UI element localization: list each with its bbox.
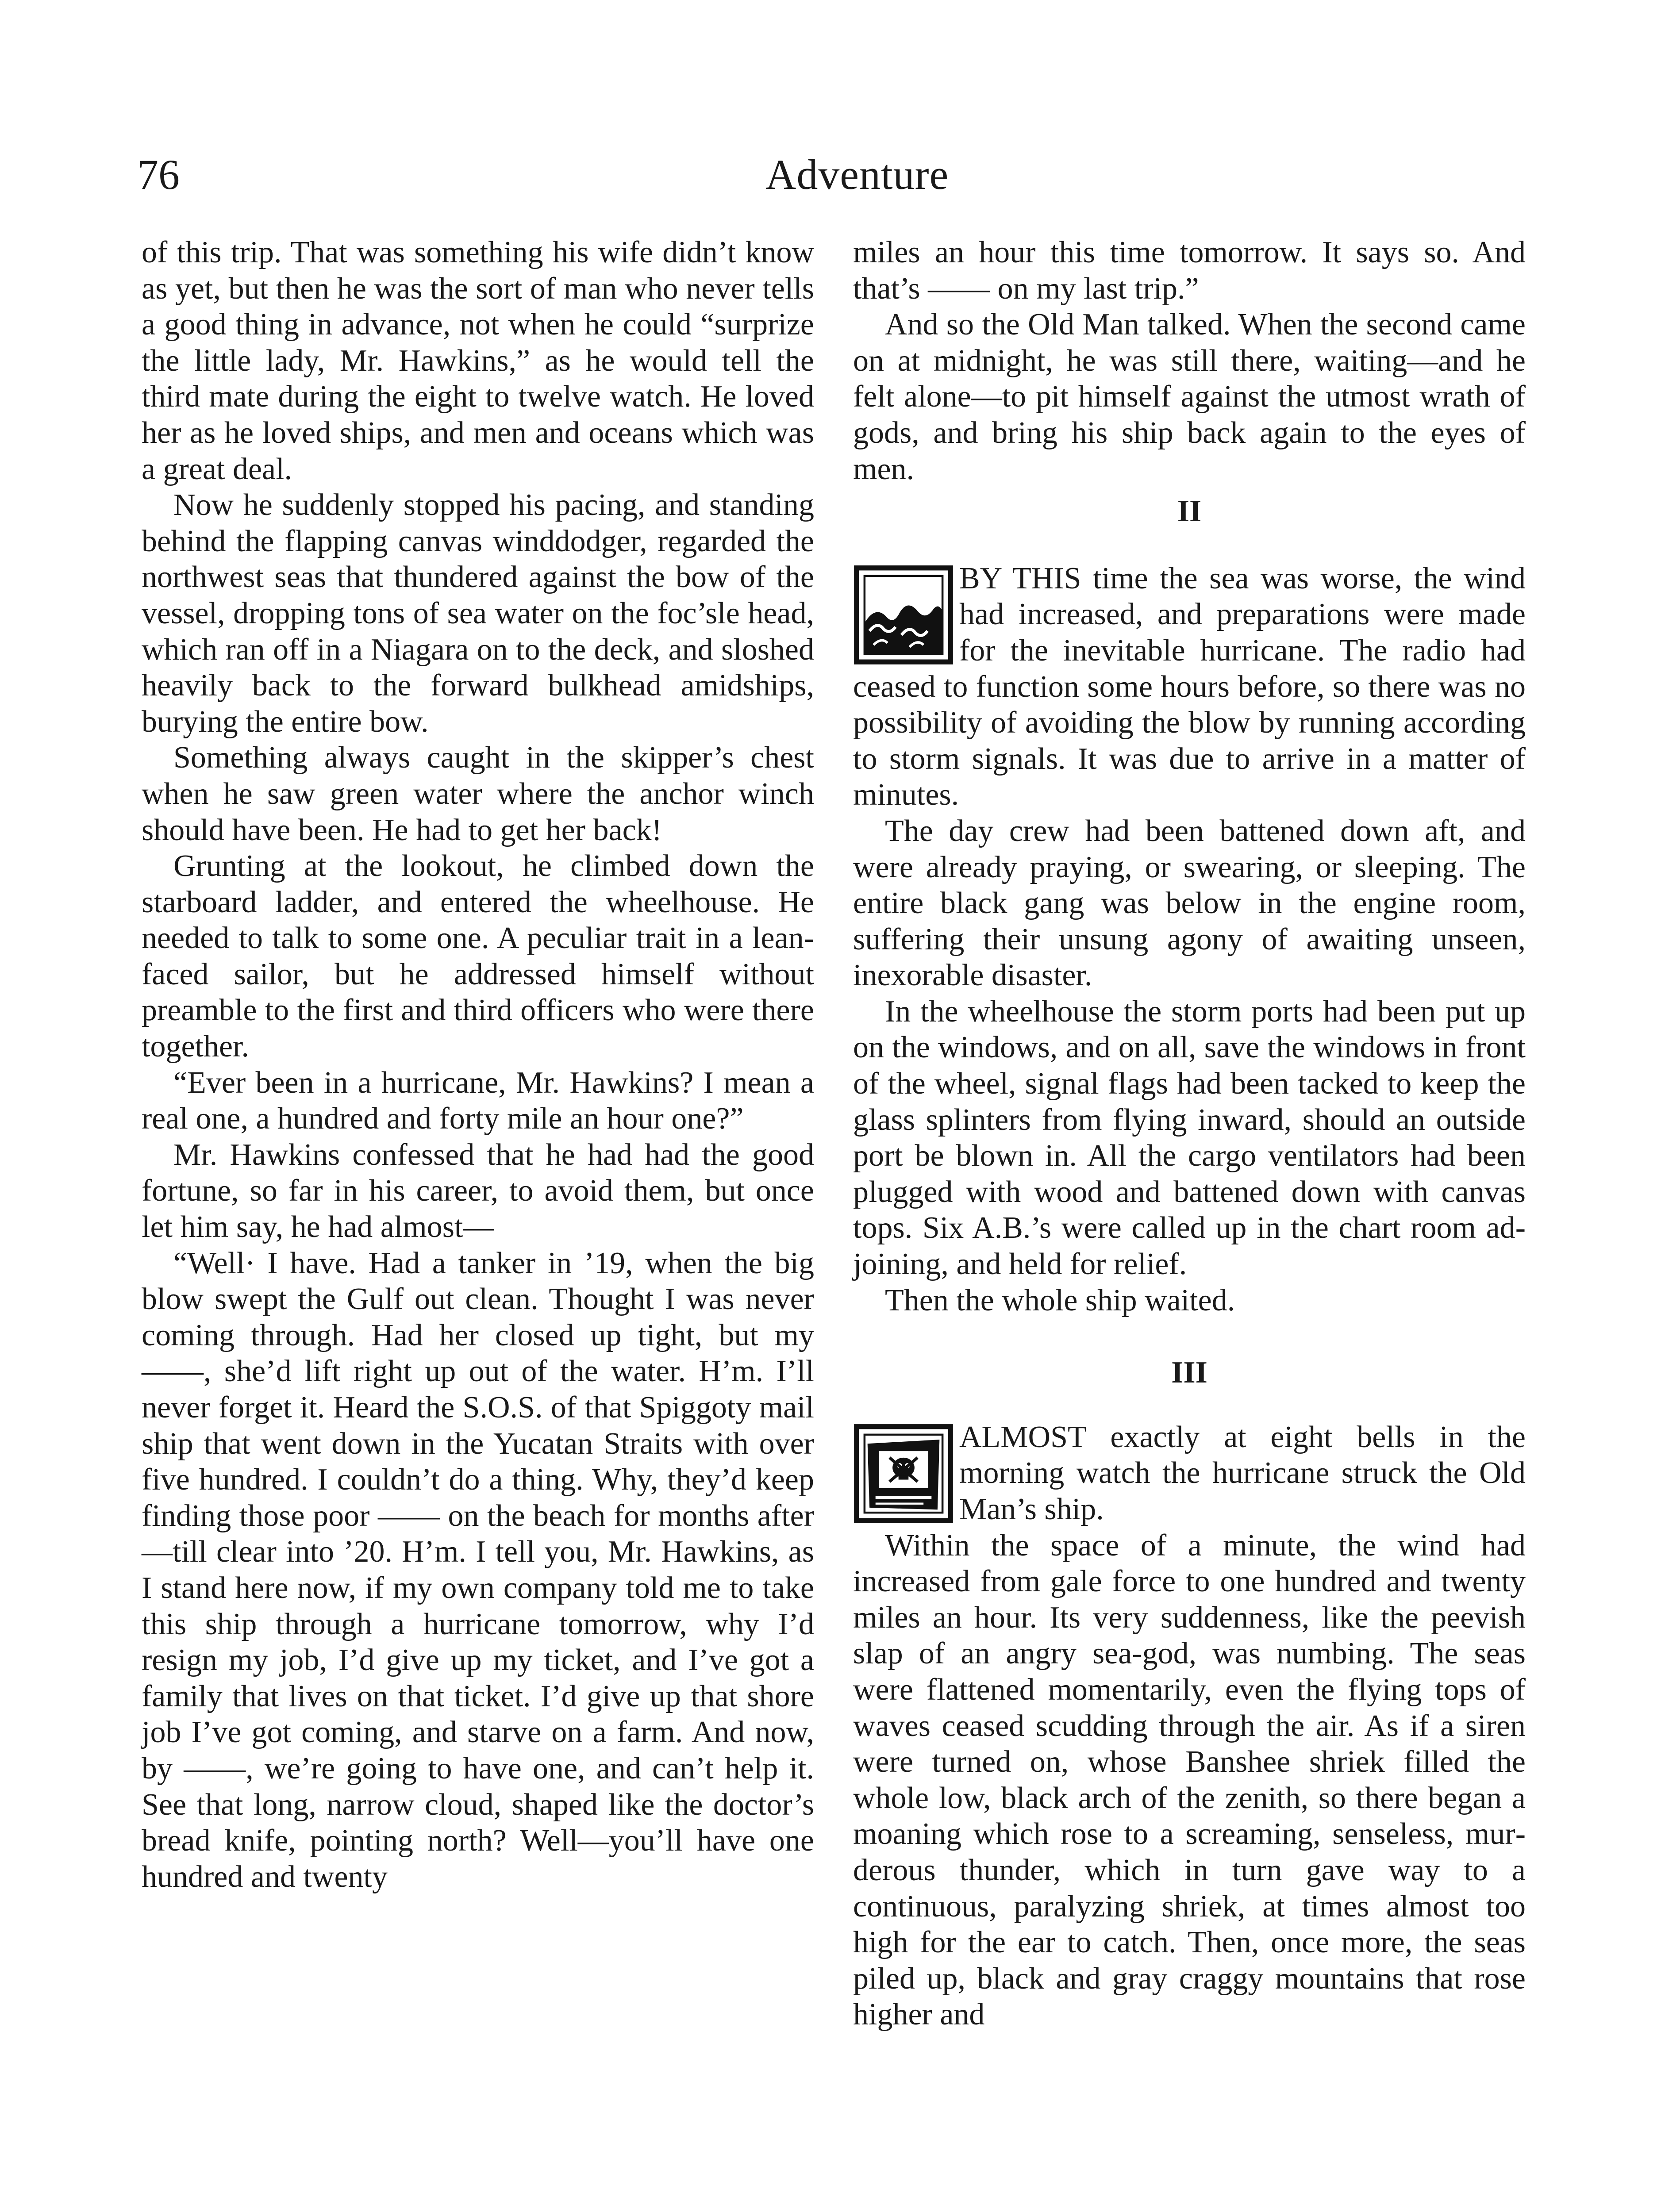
lead-words: ALMOST [959, 1420, 1086, 1454]
paragraph: of this trip. That was something his wife didn’t know as yet, but then he was the sort of man who never tells a good thing in advance, not when he could “surprize the little lady, Mr. Hawkins,” as he would tell the third mate during the eight to twelve watch. He loved her as he loved ships, and men and oceans which was a great deal. [142, 235, 814, 486]
paragraph: miles an hour this time tomorrow. It says so. And that’s —— on my last trip.” [853, 235, 1526, 306]
page-number: 76 [137, 151, 180, 198]
waves-icon [853, 565, 954, 665]
paragraph: Now he suddenly stopped his pacing, and standing behind the flapping canvas winddodger, regarded the northwest seas that thundered against the bow of the vessel, dropping tons of sea water on the foc’sle head, which ran off in a Niagara on to the deck, and sloshed heavily back to the forward bulkhead amidships, burying the entire bow. [142, 488, 814, 739]
paragraph: Something always caught in the skipper’s chest when he saw green water where the anchor winch should have been. He had to get her back! [142, 741, 814, 847]
paragraph: time the sea was worse, the wind had increased, and preparations were made for the inevitable hurricane. The radio had ceased to function some hours before, so there was no possibility of avoiding the blow by running according to storm signals. It was due to arrive in a matter of minutes. [853, 561, 1526, 812]
left-column [142, 234, 814, 1895]
running-title: Adventure [765, 151, 949, 198]
section-opening [853, 1419, 1526, 1528]
paragraph: Within the space of a minute, the wind had increased from gale force to one hundred and twenty miles an hour. Its very suddenness, like the peevish slap of an angry sea-god, was numbing. The seas were flattened momentarily, even the flying tops of waves ceased scudding through the air. As if a siren were turned on, whose Banshee shriek filled the whole low, black arch of the zenith, so there began a moaning which rose to a screaming, senseless, murderous thunder, which in turn gave way to a continuous, paralyzing shriek, at times almost too high for the ear to catch. Then, once more, the seas piled up, black and gray craggy mountains that rose higher and [853, 1528, 1526, 2032]
lead-words: BY THIS [959, 561, 1081, 595]
right-column [853, 234, 1526, 2033]
paragraph: Mr. Hawkins confessed that he had had the good fortune, so far in his career, to avoid them, but once let him say, he had almost— [142, 1137, 814, 1244]
section-heading: III [1171, 1356, 1207, 1390]
section-heading: II [1177, 494, 1202, 529]
paragraph: And so the Old Man talked. When the second came on at midnight, he was still there, waiting—and he felt alone—to pit himself against the utmost wrath of gods, and bring his ship back again to the eyes of men. [853, 307, 1526, 486]
section-opening [853, 561, 1526, 813]
skull-flag-icon [853, 1424, 954, 1524]
paragraph: Then the whole ship waited. [885, 1283, 1235, 1317]
paragraph: Grunting at the lookout, he climbed down the starboard ladder, and entered the wheelhouse. He needed to talk to some one. A peculiar trait in a lean-faced sailor, but he addressed himself without preamble to the first and third officers who were there together. [142, 849, 814, 1064]
paragraph: “Ever been in a hurricane, Mr. Hawkins? I mean a real one, a hundred and forty mile an hour one?” [142, 1065, 814, 1136]
running-header [137, 146, 1531, 204]
paragraph: In the wheelhouse the storm ports had been put up on the windows, and on all, save the windows in front of the wheel, signal flags had been tacked to keep the glass splinters from flying inward, should an outside port be blown in. All the cargo ventilators had been plugged with wood and battened down with canvas tops. Six A.B.’s were called up in the chart room adjoining, and held for relief. [853, 994, 1526, 1282]
paragraph: exactly at eight bells in the morning watch the hurricane struck the Old Man’s ship. [959, 1420, 1526, 1526]
paragraph: The day crew had been battened down aft, and were already praying, or swearing, or sleeping. The entire black gang was below in the engine room, suffering their unsung agony of awaiting unseen, inexorable disaster. [853, 814, 1526, 993]
paragraph: “Well· I have. Had a tanker in ’19, when the big blow swept the Gulf out clean. Thought I was never coming through. Had her closed up tight, but my ——, she’d lift right up out of the water. H’m. I’ll never forget it. Heard the S.O.S. of that Spiggoty mail ship that went down in the Yucatan Straits with over five hundred. I couldn’t do a thing. Why, they’d keep finding those poor —— on the beach for months after—till clear into ’20. H’m. I tell you, Mr. Hawkins, as I stand here now, if my own company told me to take this ship through a hurricane tomorrow, why I’d resign my job, I’d give up my ticket, and I’ve got a family that lives on that ticket. I’d give up that shore job I’ve got coming, and starve on a farm. And now, by ——, we’re going to have one, and can’t help it. See that long, narrow cloud, shaped like the doctor’s bread knife, pointing north? Well—you’ll have one hundred and twenty [142, 1246, 814, 1894]
